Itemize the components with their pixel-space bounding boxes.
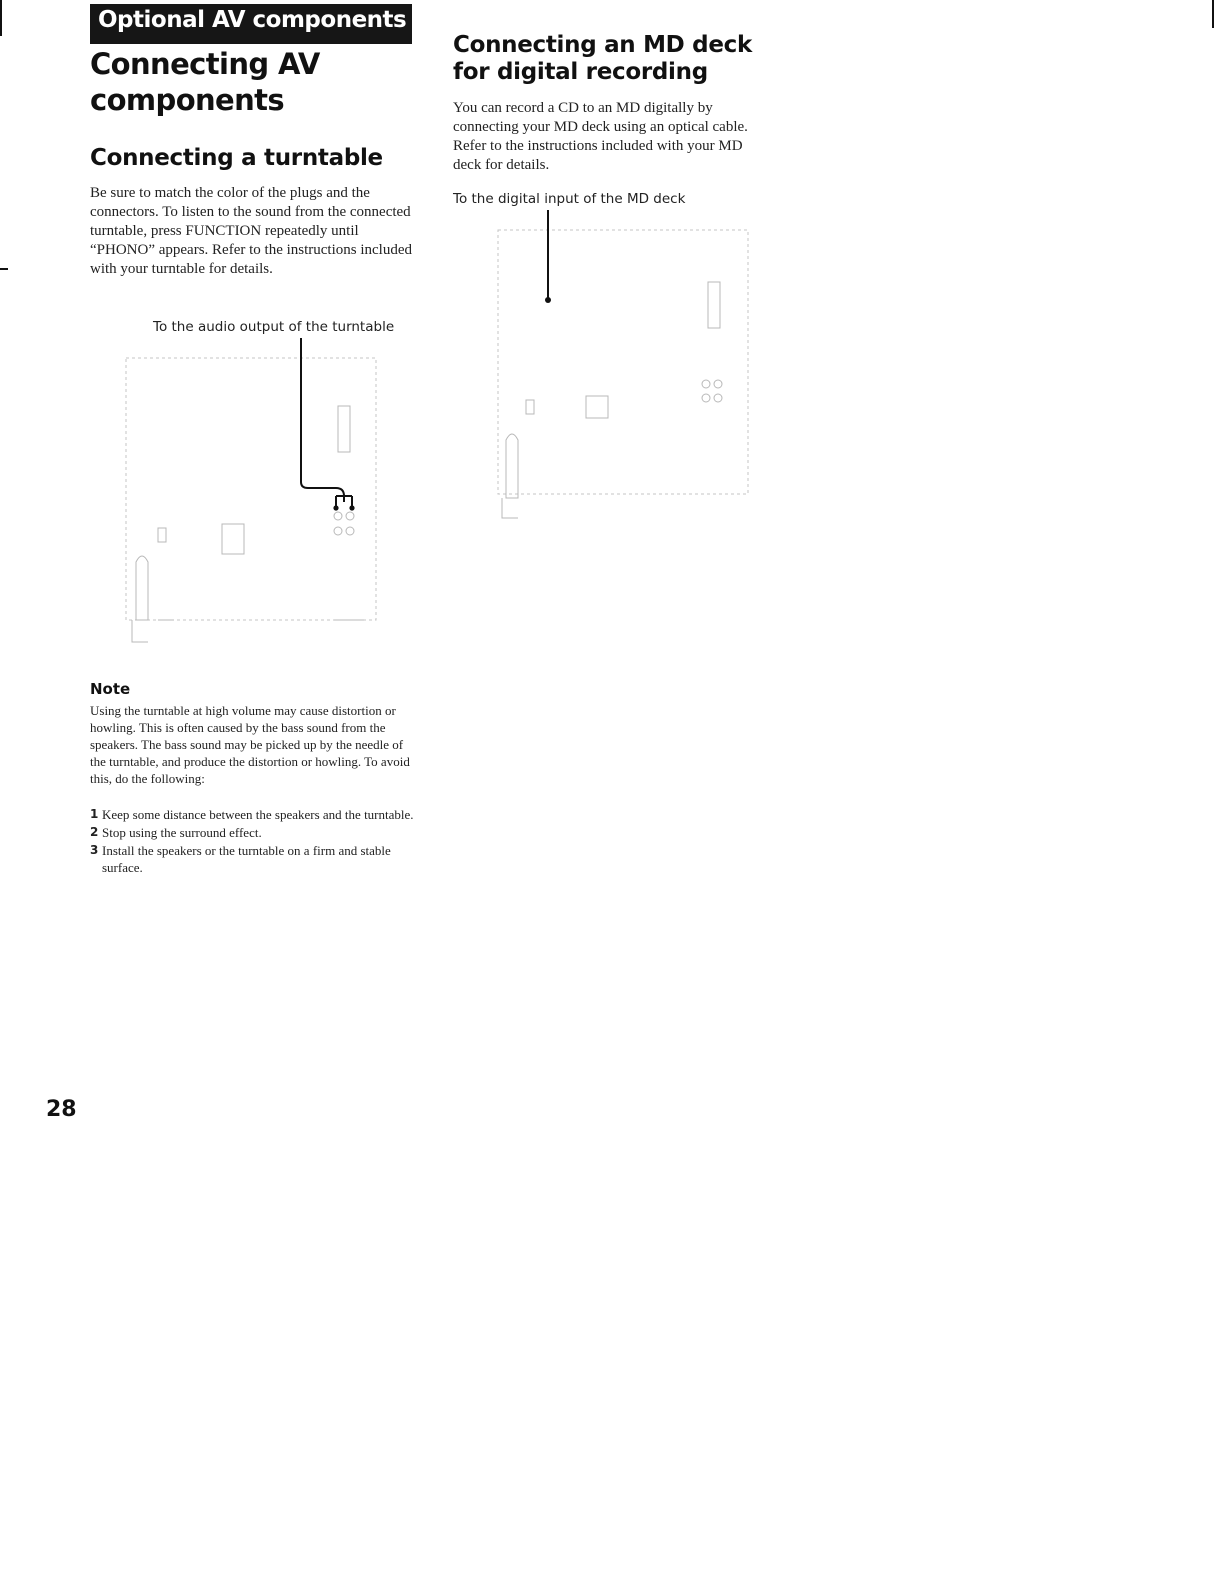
antenna-jack — [526, 400, 534, 414]
jack — [346, 527, 354, 535]
jack — [714, 394, 722, 402]
md-deck-body-text: You can record a CD to an MD digitally by connecting your MD deck using an optical cable. Refer to the instructions included with your MD deck for details. — [453, 100, 748, 173]
note-steps-list — [90, 806, 420, 877]
note-step-text: Stop using the surround effect. — [102, 825, 262, 840]
note-step-number: 1 — [90, 807, 99, 821]
turntable-heading: Connecting a turntable — [90, 145, 383, 171]
phono-jack-l — [334, 512, 342, 520]
optical-plug — [545, 297, 551, 303]
antenna-jack — [158, 528, 166, 542]
note-title: Note — [90, 680, 131, 698]
rca-plug-left — [333, 505, 338, 510]
jack-panel — [222, 524, 244, 554]
power-cord — [136, 556, 148, 620]
section-tab: Optional AV components — [90, 4, 412, 44]
jack-panel — [586, 396, 608, 418]
power-cord — [506, 434, 518, 498]
note-step-number: 3 — [90, 843, 99, 857]
turntable-callout-caption: To the audio output of the turntable — [153, 319, 395, 335]
turntable-connection-diagram — [118, 336, 388, 652]
note-step-text: Install the speakers or the turntable on a firm and stable surface. — [102, 843, 391, 875]
note-text: Using the turntable at high volume may cause distortion or howling. This is often caused by the bass sound from the speakers. The bass sound may be picked up by the needle of the turntable, and produce the distortion or howling. To avoid this, do the following: — [90, 703, 410, 786]
page-title: Connecting AV components — [90, 47, 320, 117]
power-cord-lead — [132, 620, 148, 642]
rca-plug-right — [349, 505, 354, 510]
md-deck-connection-diagram — [490, 208, 760, 524]
note-step-number: 2 — [90, 825, 99, 839]
note-step — [90, 824, 420, 841]
turntable-body-text: Be sure to match the color of the plugs and the connectors. To listen to the sound from the connected turntable, press FUNCTION repeatedly until “PHONO” appears. Refer to the instructions included with your turntable for details. — [90, 185, 412, 277]
jack — [702, 380, 710, 388]
md-deck-callout-caption: To the digital input of the MD deck — [453, 191, 686, 207]
speaker-terminal-block — [708, 282, 720, 328]
page-edge-mark — [0, 0, 2, 36]
md-deck-heading: Connecting an MD deck for digital recording — [453, 32, 752, 85]
note-step-text: Keep some distance between the speakers and the turntable. — [102, 807, 414, 822]
speaker-terminal-block — [338, 406, 350, 452]
jack — [714, 380, 722, 388]
page-edge-mark — [1212, 0, 1214, 28]
note-step — [90, 842, 420, 876]
page-number: 28 — [46, 1097, 77, 1122]
jack — [334, 527, 342, 535]
power-cord-lead — [502, 498, 518, 518]
jack — [702, 394, 710, 402]
unit-rear-panel-outline — [498, 230, 748, 494]
page-edge-tick — [0, 268, 8, 270]
phono-jack-r — [346, 512, 354, 520]
note-step — [90, 806, 420, 823]
